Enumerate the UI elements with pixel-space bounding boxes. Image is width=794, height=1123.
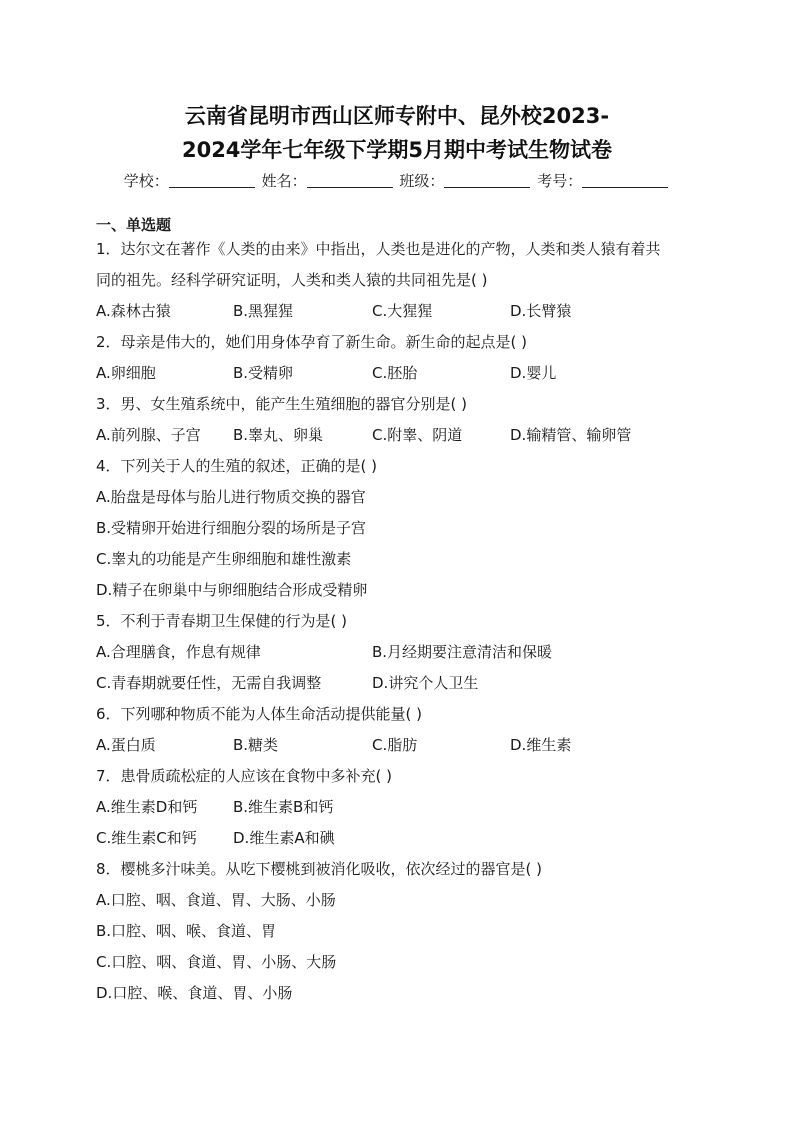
option-b[interactable]: B.睾丸、卵巢 [233,426,324,444]
option-a[interactable]: A.蛋白质 [96,736,156,754]
question-5-options-row-1 [96,641,716,663]
question-4-option-d[interactable]: D.精子在卵巢中与卵细胞结合形成受精卵 [96,581,368,599]
question-8-stem: 8．樱桃多汁味美。从吃下樱桃到被消化吸收，依次经过的器官是( ) [96,860,543,878]
question-1-options [96,300,716,322]
option-b[interactable]: B.受精卵 [233,364,294,382]
question-5-stem: 5．不利于青春期卫生保健的行为是( ) [96,612,348,630]
option-a[interactable]: A.维生素D和钙 [96,798,198,816]
option-c[interactable]: C.胚胎 [372,364,418,382]
option-a[interactable]: A.前列腺、子宫 [96,426,201,444]
question-6-stem: 6．下列哪种物质不能为人体生命活动提供能量( ) [96,705,423,723]
option-d[interactable]: D.讲究个人卫生 [372,674,479,692]
name-label: 姓名： [261,172,307,190]
section-heading: 一、单选题 [96,216,172,234]
question-8-option-b[interactable]: B.口腔、咽、喉、食道、胃 [96,922,277,940]
question-7-stem: 7．患骨质疏松症的人应该在食物中多补充( ) [96,767,393,785]
option-c[interactable]: C.脂肪 [372,736,418,754]
number-blank[interactable] [582,172,668,188]
question-2-options [96,362,716,384]
option-c[interactable]: C.青春期就要任性，无需自我调整 [96,674,322,692]
question-3-stem: 3．男、女生殖系统中，能产生生殖细胞的器官分别是( ) [96,395,468,413]
class-label: 班级： [399,172,445,190]
option-a[interactable]: A.卵细胞 [96,364,156,382]
question-5-options-row-2 [96,672,716,694]
option-d[interactable]: D.维生素A和碘 [233,829,335,847]
exam-title-line-1: 云南省昆明市西山区师专附中、昆外校2023- [184,104,610,128]
option-b[interactable]: B.黑猩猩 [233,302,294,320]
question-8-option-d[interactable]: D.口腔、喉、食道、胃、小肠 [96,984,293,1002]
number-label: 考号： [537,172,583,190]
exam-title-line-2: 2024学年七年级下学期5月期中考试生物试卷 [181,138,613,162]
question-2-stem: 2．母亲是伟大的，她们用身体孕育了新生命。新生命的起点是( ) [96,333,528,351]
option-d[interactable]: D.输精管、输卵管 [510,426,632,444]
question-1-stem-line-2: 同的祖先。经科学研究证明，人类和类人猿的共同祖先是( ) [96,271,488,289]
option-b[interactable]: B.维生素B和钙 [233,798,334,816]
question-4-stem: 4．下列关于人的生殖的叙述，正确的是( ) [96,457,378,475]
option-d[interactable]: D.维生素 [510,736,572,754]
question-4-option-c[interactable]: C.睾丸的功能是产生卵细胞和雄性激素 [96,550,352,568]
question-4-option-b[interactable]: B.受精卵开始进行细胞分裂的场所是子宫 [96,519,367,537]
option-c[interactable]: C.维生素C和钙 [96,829,197,847]
option-c[interactable]: C.附睾、阴道 [372,426,463,444]
option-b[interactable]: B.月经期要注意清洁和保暖 [372,643,553,661]
option-b[interactable]: B.糖类 [233,736,279,754]
option-c[interactable]: C.大猩猩 [372,302,433,320]
option-a[interactable]: A.合理膳食，作息有规律 [96,643,261,661]
question-7-options-row-1 [96,796,716,818]
option-a[interactable]: A.森林古猿 [96,302,171,320]
student-info-row [0,170,794,192]
question-3-options [96,424,716,446]
class-blank[interactable] [444,172,530,188]
question-6-options [96,734,716,756]
option-d[interactable]: D.婴儿 [510,364,557,382]
school-label: 学校： [123,172,169,190]
school-blank[interactable] [169,172,255,188]
name-blank[interactable] [307,172,393,188]
question-4-option-a[interactable]: A.胎盘是母体与胎儿进行物质交换的器官 [96,488,366,506]
option-d[interactable]: D.长臂猿 [510,302,572,320]
question-1-stem-line-1: 1．达尔文在著作《人类的由来》中指出，人类也是进化的产物，人类和类人猿有着共 [96,240,661,258]
question-7-options-row-2 [96,827,716,849]
question-8-option-c[interactable]: C.口腔、咽、食道、胃、小肠、大肠 [96,953,337,971]
question-8-option-a[interactable]: A.口腔、咽、食道、胃、大肠、小肠 [96,891,336,909]
